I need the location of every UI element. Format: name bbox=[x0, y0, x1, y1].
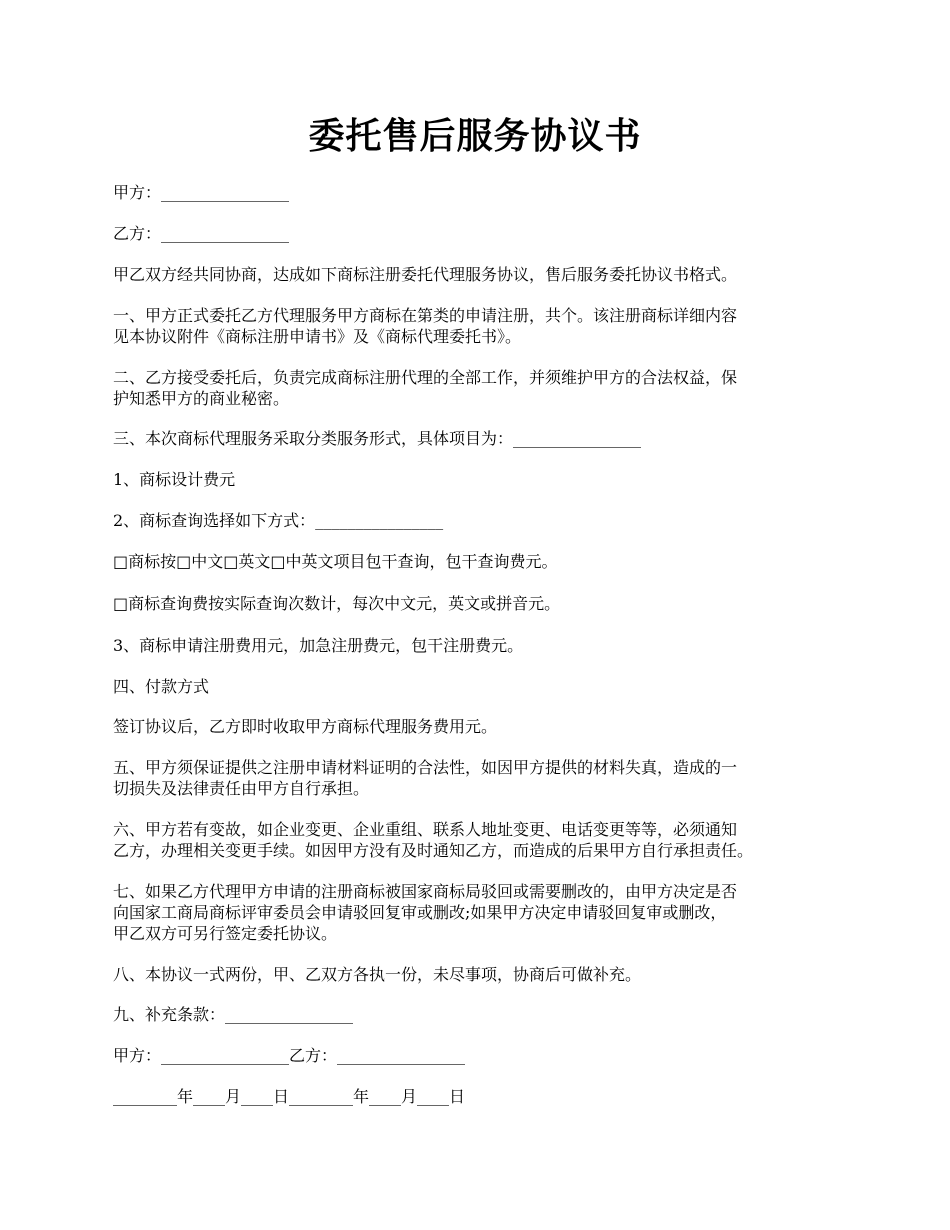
clause-7-line-2: 向国家工商局商标评审委员会申请驳回复审或删改;如果甲方决定申请驳回复审或删改， bbox=[113, 903, 727, 922]
party-b-line: 乙方：________________ bbox=[113, 224, 290, 243]
clause-7-line-3: 甲乙双方可另行签定委托协议。 bbox=[113, 924, 338, 943]
clause-1-line-2: 见本协议附件《商标注册申请书》及《商标代理委托书》。 bbox=[113, 327, 522, 346]
payment-line: 签订协议后，乙方即时收取甲方商标代理服务费用元。 bbox=[113, 717, 498, 736]
clause-5-line-1: 五、甲方须保证提供之注册申请材料证明的合法性，如因甲方提供的材料失真，造成的一 bbox=[113, 758, 738, 777]
clause-8-line: 八、本协议一式两份，甲、乙双方各执一份，未尽事项，协商后可做补充。 bbox=[113, 965, 642, 984]
item-1-line: 1、商标设计费元 bbox=[113, 470, 236, 489]
clause-2-line-1: 二、乙方接受委托后，负责完成商标注册代理的全部工作，并须维护甲方的合法权益，保 bbox=[113, 368, 738, 387]
clause-4-heading: 四、付款方式 bbox=[113, 677, 210, 696]
query-option-1: □商标按□中文□英文□中英文项目包干查询，包干查询费元。 bbox=[113, 552, 558, 571]
clause-1-line-1: 一、甲方正式委托乙方代理服务甲方商标在第类的申请注册，共个。该注册商标详细内容 bbox=[113, 306, 738, 325]
date-line: ________年____月____日________年____月____日 bbox=[113, 1087, 466, 1106]
clause-7-line-1: 七、如果乙方代理甲方申请的注册商标被国家商标局驳回或需要删改的，由甲方决定是否 bbox=[113, 882, 738, 901]
clause-6-line-2: 乙方，办理相关变更手续。如因甲方没有及时通知乙方，而造成的后果甲方自行承担责任。 bbox=[113, 841, 754, 860]
clause-2-line-2: 护知悉甲方的商业秘密。 bbox=[113, 389, 290, 408]
signature-line: 甲方：________________乙方：________________ bbox=[113, 1046, 466, 1065]
party-a-line: 甲方：________________ bbox=[113, 183, 290, 202]
clause-3-line: 三、本次商标代理服务采取分类服务形式，具体项目为：________________ bbox=[113, 429, 642, 448]
item-3-line: 3、商标申请注册费用元，加急注册费元，包干注册费元。 bbox=[113, 636, 524, 655]
document-title: 委托售后服务协议书 bbox=[308, 115, 642, 157]
intro-paragraph: 甲乙双方经共同协商，达成如下商标注册委托代理服务协议，售后服务委托协议书格式。 bbox=[113, 265, 738, 284]
item-2-line: 2、商标查询选择如下方式：________________ bbox=[113, 511, 444, 530]
clause-6-line-1: 六、甲方若有变故，如企业变更、企业重组、联系人地址变更、电话变更等等，必须通知 bbox=[113, 820, 738, 839]
clause-5-line-2: 切损失及法律责任由甲方自行承担。 bbox=[113, 779, 370, 798]
clause-9-line: 九、补充条款：________________ bbox=[113, 1005, 354, 1024]
query-option-2: □商标查询费按实际查询次数计，每次中文元，英文或拼音元。 bbox=[113, 594, 561, 613]
